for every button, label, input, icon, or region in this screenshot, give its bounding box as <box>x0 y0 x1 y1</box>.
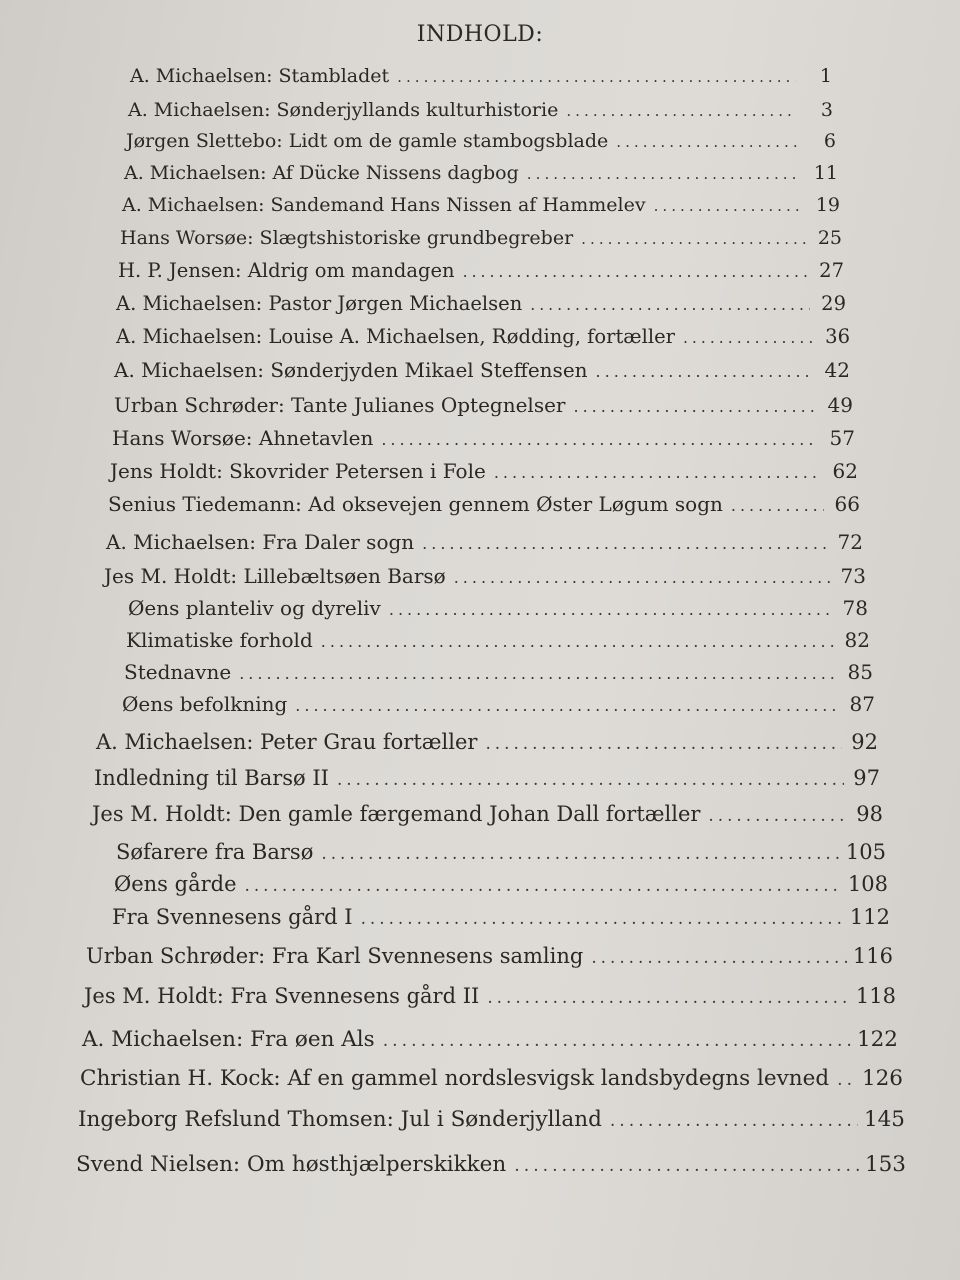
toc-entry-title: Svend Nielsen: Om høsthjælperskikken <box>76 1152 507 1177</box>
dot-leader <box>530 296 810 314</box>
toc-entry <box>126 628 870 652</box>
toc-entry-title: Søfarere fra Barsø <box>116 840 314 864</box>
toc-entry-title: A. Michaelsen: Stambladet <box>130 65 390 87</box>
dot-leader <box>463 263 808 281</box>
dot-leader <box>381 430 819 449</box>
toc-entry-page-number: 82 <box>844 628 870 652</box>
toc-entry-title: Jes M. Holdt: Lillebæltsøen Barsø <box>104 564 446 588</box>
toc-entry-page-number: 66 <box>834 492 860 516</box>
toc-entry <box>114 393 853 417</box>
dot-leader <box>361 908 844 928</box>
toc-entry-page-number: 126 <box>861 1066 903 1091</box>
toc-entry <box>112 905 890 929</box>
toc-entry <box>116 292 846 315</box>
toc-entry-title: Klimatiske forhold <box>126 628 313 652</box>
toc-entry <box>130 65 832 87</box>
toc-entry <box>112 426 855 450</box>
toc-entry-title: Hans Worsøe: Ahnetavlen <box>112 426 374 450</box>
dot-leader <box>581 230 806 248</box>
toc-entry-page-number: 122 <box>856 1027 898 1052</box>
dot-leader <box>321 843 840 863</box>
toc-entry <box>124 660 873 684</box>
dot-leader <box>683 329 814 347</box>
toc-entry-page-number: 57 <box>829 426 855 450</box>
toc-entry-page-number: 78 <box>842 596 868 620</box>
toc-entry-page-number: 112 <box>849 905 890 929</box>
toc-entry-title: Jes M. Holdt: Fra Svennesens gård II <box>84 984 480 1008</box>
toc-entry-title: A. Michaelsen: Sønderjyden Mikael Steffensen <box>114 358 588 382</box>
toc-entry-title: Øens planteliv og dyreliv <box>128 596 381 620</box>
dot-leader <box>596 362 814 381</box>
contents-heading: INDHOLD: <box>416 22 544 47</box>
toc-entry-page-number: 73 <box>840 564 866 588</box>
toc-entry <box>94 766 880 790</box>
toc-entry-page-number: 87 <box>849 692 875 716</box>
toc-entry-page-number: 62 <box>832 459 858 483</box>
toc-entry-title: Urban Schrøder: Fra Karl Svennesens samling <box>86 944 584 968</box>
toc-entry <box>106 530 863 554</box>
dot-leader <box>454 568 830 587</box>
toc-entry-page-number: 11 <box>813 162 838 184</box>
toc-entry <box>114 872 888 896</box>
toc-entry-title: A. Michaelsen: Sønderjyllands kulturhistorie <box>128 99 559 121</box>
dot-leader <box>321 632 834 651</box>
toc-entry-title: Stednavne <box>124 660 232 684</box>
toc-entry-page-number: 92 <box>851 730 878 754</box>
toc-entry <box>114 358 850 382</box>
dot-leader <box>616 133 800 151</box>
toc-entry-page-number: 98 <box>856 802 883 826</box>
dot-leader <box>337 769 844 789</box>
toc-entry-page-number: 97 <box>853 766 880 790</box>
toc-entry-page-number: 19 <box>815 194 840 216</box>
toc-entry-title: Jørgen Slettebo: Lidt om de gamle stambogsblade <box>126 130 609 152</box>
toc-entry <box>128 99 833 121</box>
dot-leader <box>731 496 824 515</box>
toc-entry-page-number: 27 <box>819 259 844 282</box>
toc-entry <box>108 492 860 516</box>
toc-entry <box>110 459 858 483</box>
dot-leader <box>397 68 796 86</box>
toc-entry-page-number: 105 <box>845 840 886 864</box>
toc-entry-page-number: 1 <box>819 65 832 87</box>
toc-entry-page-number: 85 <box>847 660 873 684</box>
dot-leader <box>654 197 804 215</box>
toc-entry <box>124 162 838 184</box>
toc-entry-page-number: 29 <box>821 292 846 315</box>
toc-entry <box>126 130 836 152</box>
toc-entry-page-number: 25 <box>817 227 842 249</box>
dot-leader <box>494 463 822 482</box>
toc-entry <box>82 1027 898 1052</box>
toc-entry-title: A. Michaelsen: Peter Grau fortæller <box>96 730 478 754</box>
toc-entry <box>86 944 893 968</box>
toc-entry-page-number: 118 <box>855 984 896 1008</box>
dot-leader <box>422 534 827 553</box>
toc-entry-title: Fra Svennesens gård I <box>112 905 353 929</box>
dot-leader <box>485 733 842 753</box>
toc-entry-page-number: 49 <box>827 393 853 417</box>
toc-entry-title: A. Michaelsen: Fra Daler sogn <box>106 530 415 554</box>
dot-leader <box>591 947 847 967</box>
toc-entry-title: Jes M. Holdt: Den gamle færgemand Johan Dall fortæller <box>92 802 701 826</box>
toc-entry-page-number: 116 <box>852 944 893 968</box>
toc-entry-title: A. Michaelsen: Sandemand Hans Nissen af Hammelev <box>122 194 646 216</box>
toc-entry-title: A. Michaelsen: Louise A. Michaelsen, Rødding, fortæller <box>116 325 675 348</box>
dot-leader <box>573 397 817 416</box>
dot-leader <box>514 1156 859 1176</box>
toc-entry <box>128 596 868 620</box>
toc-entry <box>80 1066 903 1091</box>
dot-leader <box>389 600 832 619</box>
toc-entry <box>84 984 896 1008</box>
toc-entry-title: A. Michaelsen: Pastor Jørgen Michaelsen <box>116 292 523 315</box>
toc-entry-title: Urban Schrøder: Tante Julianes Optegnelser <box>114 393 566 417</box>
toc-entry-page-number: 153 <box>864 1152 906 1177</box>
toc-entry-title: Hans Worsøe: Slægtshistoriske grundbegreber <box>120 227 574 249</box>
toc-entry <box>116 840 886 864</box>
toc-entry-title: Øens gårde <box>114 872 237 896</box>
dot-leader <box>527 165 802 183</box>
toc-entry <box>122 692 875 716</box>
toc-entry <box>96 730 878 754</box>
toc-entry-title: Indledning til Barsø II <box>94 766 329 790</box>
toc-entry-page-number: 42 <box>824 358 850 382</box>
toc-entry-page-number: 36 <box>825 325 850 348</box>
toc-entry <box>122 194 840 216</box>
dot-leader <box>487 987 850 1007</box>
dot-leader <box>566 102 797 120</box>
toc-entry-page-number: 72 <box>837 530 863 554</box>
toc-entry <box>92 802 883 826</box>
toc-entry-title: A. Michaelsen: Fra øen Als <box>82 1027 375 1052</box>
dot-leader <box>837 1070 856 1090</box>
dot-leader <box>245 875 842 895</box>
dot-leader <box>708 805 847 825</box>
toc-entry <box>118 259 844 282</box>
toc-entry-title: H. P. Jensen: Aldrig om mandagen <box>118 259 455 282</box>
dot-leader <box>383 1031 851 1051</box>
toc-entry <box>76 1152 906 1177</box>
dot-leader <box>610 1111 858 1131</box>
toc-entry-title: Jens Holdt: Skovrider Petersen i Fole <box>110 459 486 483</box>
toc-entry <box>104 564 866 588</box>
toc-entry-page-number: 6 <box>823 130 836 152</box>
toc-entry-title: Øens befolkning <box>122 692 288 716</box>
dot-leader <box>295 696 839 715</box>
toc-entry <box>78 1107 905 1132</box>
toc-entry <box>116 325 850 348</box>
toc-entry-title: Ingeborg Refslund Thomsen: Jul i Sønderjylland <box>78 1107 602 1132</box>
toc-entry-page-number: 3 <box>820 99 833 121</box>
toc-entry-title: A. Michaelsen: Af Dücke Nissens dagbog <box>124 162 519 184</box>
toc-entry <box>120 227 842 249</box>
toc-entry-title: Senius Tiedemann: Ad oksevejen gennem Øster Løgum sogn <box>108 492 723 516</box>
toc-entry-page-number: 108 <box>847 872 888 896</box>
dot-leader <box>239 664 837 683</box>
toc-entry-page-number: 145 <box>863 1107 905 1132</box>
toc-entry-title: Christian H. Kock: Af en gammel nordslesvigsk landsbydegns levned <box>80 1066 830 1091</box>
